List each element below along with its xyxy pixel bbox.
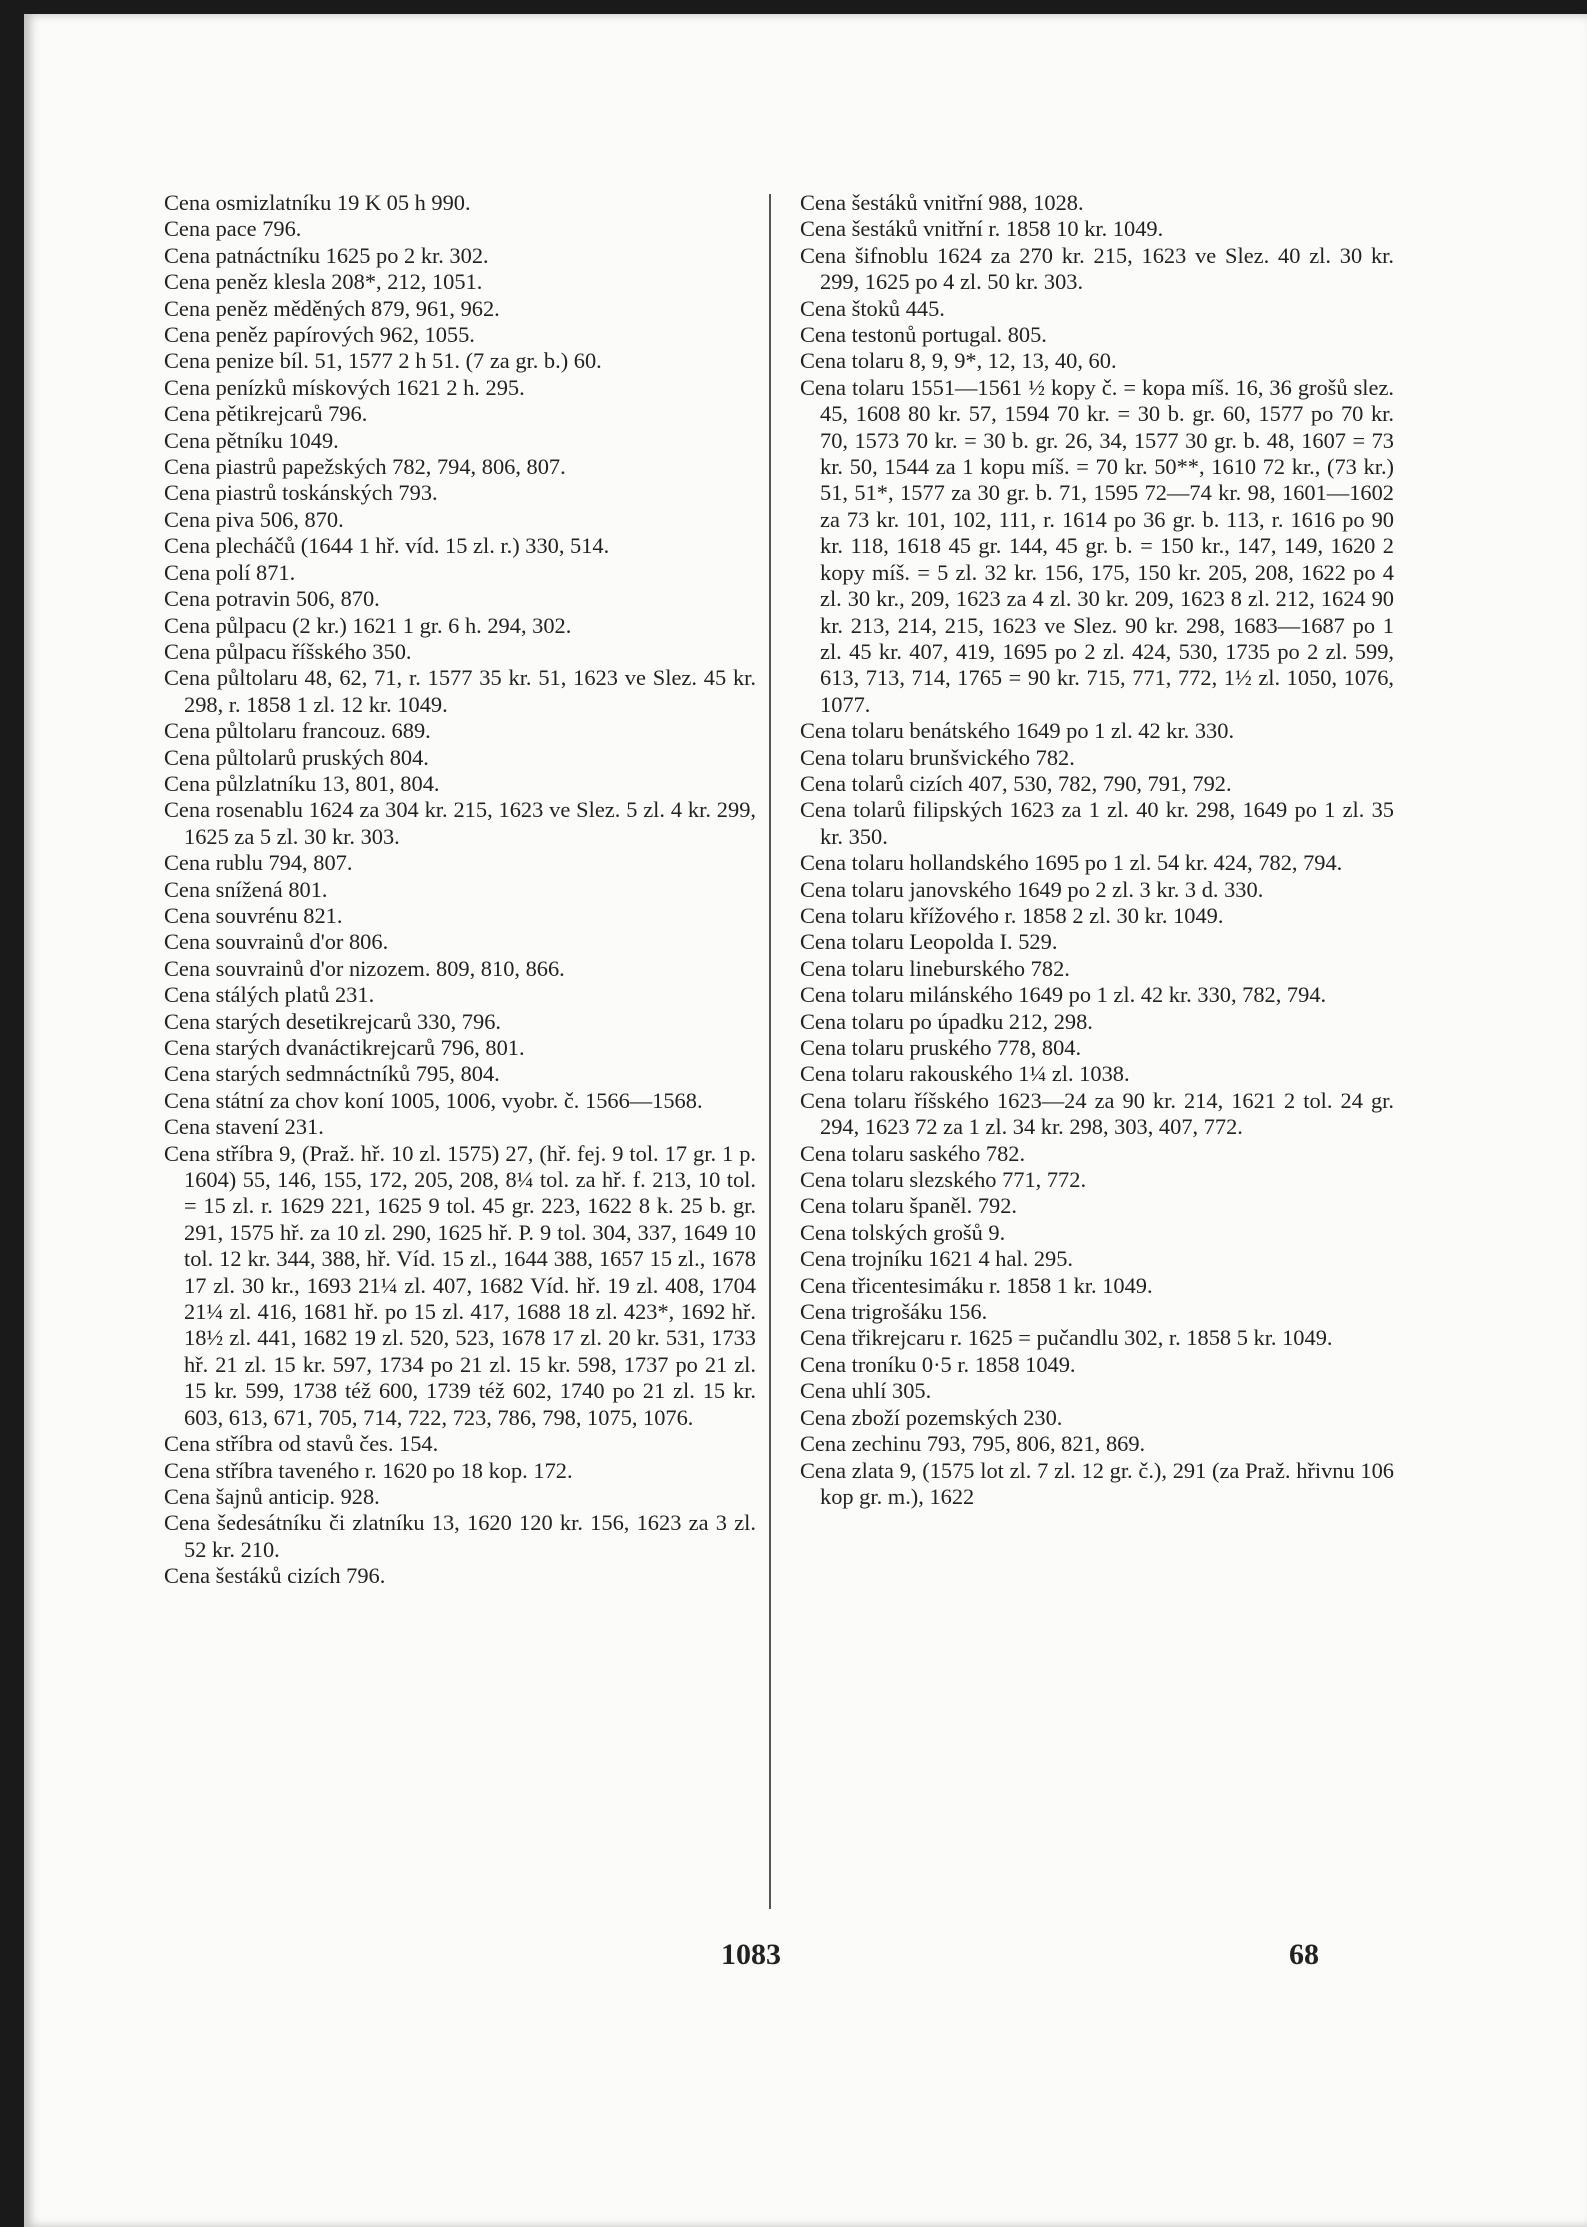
index-entry: Cena šifnoblu 1624 za 270 kr. 215, 1623 ve Slez. 40 zl. 30 kr. 299, 1625 po 4 zl. 50 kr. 303. [800, 242, 1394, 295]
index-entry: Cena šestáků cizích 796. [164, 1563, 386, 1589]
index-entry: Cena půlpacu (2 kr.) 1621 1 gr. 6 h. 294, 302. [164, 612, 572, 638]
index-entry: Cena rosenablu 1624 za 304 kr. 215, 1623 ve Slez. 5 zl. 4 kr. 299, 1625 za 5 zl. 30 kr. 303. [164, 797, 756, 849]
index-entry: Cena tolaru milánského 1649 po 1 zl. 42 kr. 330, 782, 794. [800, 982, 1327, 1008]
index-entry: Cena půltolarů pruských 804. [164, 744, 429, 770]
index-entry: Cena půltolaru 48, 62, 71, r. 1577 35 kr. 51, 1623 ve Slez. 45 kr. 298, r. 1858 1 zl. 12 kr. 1049. [164, 665, 756, 717]
index-entry: Cena tolaru janovského 1649 po 2 zl. 3 kr. 3 d. 330. [800, 876, 1264, 902]
index-entry: Cena tolaru lineburského 782. [800, 955, 1070, 981]
index-entry: Cena stavení 231. [164, 1114, 324, 1140]
index-entry: Cena potravin 506, 870. [164, 586, 380, 612]
index-entry: Cena souvrainů d'or nizozem. 809, 810, 866. [164, 955, 565, 981]
index-entry: Cena peněz papírových 962, 1055. [164, 322, 475, 348]
index-entry: Cena tolských grošů 9. [800, 1219, 1006, 1245]
index-entry: Cena piva 506, 870. [164, 506, 344, 532]
index-entry: Cena půlzlatníku 13, 801, 804. [164, 770, 440, 796]
index-entry: Cena šestáků vnitřní 988, 1028. [800, 190, 1084, 215]
index-entry: Cena stříbra 9, (Praž. hř. 10 zl. 1575) 27, (hř. fej. 9 tol. 17 gr. 1 p. 1604) 55, 146, 155, 172, 205, 208, 8¼ tol. za hř. f. 213, 10 tol. = 15 zl. r. 1629 221, 1625 9 tol. 45 gr. 223, 1622 8 k. 25 b. gr. 291, 1575 hř. za 10 zl. 290, 1625 hř. P. 9 tol. 304, 337, 1649 10 tol. 12 kr. 344, 388, hř. Víd. 15 zl., 1644 388, 1657 15 zl., 1678 17 zl. 30 kr., 1693 21¼ zl. 407, 1682 Víd. hř. 19 zl. 408, 1704 21¼ zl. 416, 1681 hř. po 15 zl. 417, 1688 18 zl. 423*, 1692 hř. 18½ zl. 441, 1682 19 zl. 520, 523, 1678 17 zl. 20 kr. 531, 1733 hř. 21 zl. 15 kr. 597, 1734 po 21 zl. 15 kr. 598, 1737 po 21 zl. 15 kr. 599, 1738 též 600, 1739 též 602, 1740 po 21 zl. 15 kr. 603, 613, 671, 705, 714, 722, 723, 786, 798, 1075, 1076. [164, 1140, 756, 1430]
index-entry: Cena snížená 801. [164, 876, 328, 902]
document-page [24, 14, 1587, 2227]
index-entry: Cena tolaru křížového r. 1858 2 zl. 30 kr. 1049. [800, 902, 1224, 928]
index-entry: Cena tolaru rakouského 1¼ zl. 1038. [800, 1061, 1130, 1087]
index-entry: Cena tolaru hollandského 1695 po 1 zl. 54 kr. 424, 782, 794. [800, 850, 1343, 876]
index-entry: Cena uhlí 305. [800, 1378, 932, 1404]
sheet-number: 68 [1289, 1938, 1319, 1971]
index-entry: Cena tolaru říšského 1623—24 za 90 kr. 214, 1621 2 tol. 24 gr. 294, 1623 72 za 1 zl. 34 kr. 298, 303, 407, 772. [800, 1087, 1394, 1140]
index-entry: Cena testonů portugal. 805. [800, 322, 1047, 348]
index-entry: Cena tolaru 1551—1561 ½ kopy č. = kopa míš. 16, 36 grošů slez. 45, 1608 80 kr. 57, 1594 70 kr. = 30 b. gr. 60, 1577 po 70 kr. 70, 1573 70 kr. = 30 b. gr. 26, 34, 1577 30 gr. b. 48, 1607 = 73 kr. 50, 1544 za 1 kopu míš. = 70 kr. 50**, 1610 72 kr., (73 kr.) 51, 51*, 1577 za 30 gr. b. 71, 1595 72—74 kr. 98, 1601—1602 za 73 kr. 101, 102, 111, r. 1614 po 36 gr. b. 113, r. 1616 po 90 kr. 118, 1618 45 gr. 144, 45 gr. b. = 150 kr., 147, 149, 1620 2 kopy míš. = 5 zl. 32 kr. 156, 175, 150 kr. 205, 208, 1622 po 4 zl. 30 kr., 209, 1623 za 4 zl. 30 kr. 209, 1623 8 zl. 212, 1624 90 kr. 213, 214, 215, 1623 ve Slez. 90 kr. 298, 1683—1687 po 1 zl. 45 kr. 407, 419, 1695 po 2 zl. 424, 530, 1735 po 2 zl. 599, 613, 713, 714, 1765 = 90 kr. 715, 771, 772, 1½ zl. 1050, 1076, 1077. [800, 374, 1394, 717]
index-entry: Cena starých desetikrejcarů 330, 796. [164, 1008, 501, 1034]
index-entry: Cena tolaru slezského 771, 772. [800, 1167, 1087, 1193]
index-entry: Cena štoků 445. [800, 295, 945, 321]
index-entry: Cena pětníku 1049. [164, 427, 339, 453]
index-entry: Cena tolaru benátského 1649 po 1 zl. 42 kr. 330. [800, 718, 1235, 744]
index-entry: Cena stříbra taveného r. 1620 po 18 kop. 172. [164, 1457, 573, 1483]
index-entry: Cena šajnů anticip. 928. [164, 1483, 380, 1509]
index-entry: Cena pace 796. [164, 216, 302, 242]
index-entry: Cena trojníku 1621 4 hal. 295. [800, 1246, 1074, 1272]
index-entry: Cena tolaru 8, 9, 9*, 12, 13, 40, 60. [800, 348, 1117, 374]
index-entry: Cena tolarů cizích 407, 530, 782, 790, 791, 792. [800, 770, 1232, 796]
index-entry: Cena patnáctníku 1625 po 2 kr. 302. [164, 242, 489, 268]
index-entry: Cena tolaru brunšvického 782. [800, 744, 1075, 770]
index-entry: Cena piastrů toskánských 793. [164, 480, 438, 506]
right-column [800, 190, 1394, 1510]
index-entry: Cena souvrénu 821. [164, 902, 343, 928]
index-entry: Cena třikrejcaru r. 1625 = pučandlu 302, r. 1858 5 kr. 1049. [800, 1325, 1333, 1351]
index-entry: Cena starých sedmnáctníků 795, 804. [164, 1061, 500, 1087]
index-entry: Cena státní za chov koní 1005, 1006, vyobr. č. 1566—1568. [164, 1087, 703, 1113]
index-entry: Cena stříbra od stavů čes. 154. [164, 1431, 439, 1457]
index-entry: Cena tolaru po úpadku 212, 298. [800, 1008, 1093, 1034]
index-entry: Cena polí 871. [164, 559, 296, 585]
index-entry: Cena osmizlatníku 19 K 05 h 990. [164, 190, 471, 215]
index-entry: Cena tolaru španěl. 792. [800, 1193, 1018, 1219]
index-entry: Cena šedesátníku či zlatníku 13, 1620 120 kr. 156, 1623 za 3 zl. 52 kr. 210. [164, 1510, 756, 1562]
index-entry: Cena zboží pozemských 230. [800, 1404, 1063, 1430]
index-entry: Cena zlata 9, (1575 lot zl. 7 zl. 12 gr. č.), 291 (za Praž. hřivnu 106 kop gr. m.), 1622 [800, 1457, 1394, 1509]
page-number: 1083 [721, 1938, 781, 1971]
index-entry: Cena peněz klesla 208*, 212, 1051. [164, 269, 483, 295]
index-entry: Cena piastrů papežských 782, 794, 806, 807. [164, 454, 566, 480]
index-entry: Cena půltolaru francouz. 689. [164, 718, 431, 744]
index-entry: Cena penize bíl. 51, 1577 2 h 51. (7 za gr. b.) 60. [164, 348, 602, 374]
index-entry: Cena starých dvanáctikrejcarů 796, 801. [164, 1035, 525, 1060]
index-entry: Cena šestáků vnitřní r. 1858 10 kr. 1049. [800, 216, 1164, 242]
left-column [164, 190, 756, 1590]
index-entry: Cena rublu 794, 807. [164, 850, 353, 876]
index-entry: Cena půlpacu říšského 350. [164, 638, 412, 664]
column-divider [769, 194, 771, 1909]
index-entry: Cena stálých platů 231. [164, 982, 375, 1008]
index-entry: Cena pětikrejcarů 796. [164, 401, 368, 427]
index-entry: Cena penízků mískových 1621 2 h. 295. [164, 374, 525, 400]
index-entry: Cena tolarů filipských 1623 za 1 zl. 40 kr. 298, 1649 po 1 zl. 35 kr. 350. [800, 797, 1394, 849]
index-entry: Cena souvrainů d'or 806. [164, 929, 389, 955]
index-entry: Cena tolaru Leopolda I. 529. [800, 929, 1058, 955]
index-entry: Cena troníku 0·5 r. 1858 1049. [800, 1351, 1076, 1377]
index-entry: Cena třicentesimáku r. 1858 1 kr. 1049. [800, 1272, 1153, 1298]
index-entry: Cena zechinu 793, 795, 806, 821, 869. [800, 1431, 1146, 1457]
index-entry: Cena tolaru pruského 778, 804. [800, 1035, 1082, 1060]
index-entry: Cena tolaru saského 782. [800, 1140, 1026, 1166]
index-entry: Cena plecháčů (1644 1 hř. víd. 15 zl. r.) 330, 514. [164, 533, 610, 559]
index-entry: Cena peněz měděných 879, 961, 962. [164, 295, 500, 321]
index-entry: Cena trigrošáku 156. [800, 1299, 988, 1325]
